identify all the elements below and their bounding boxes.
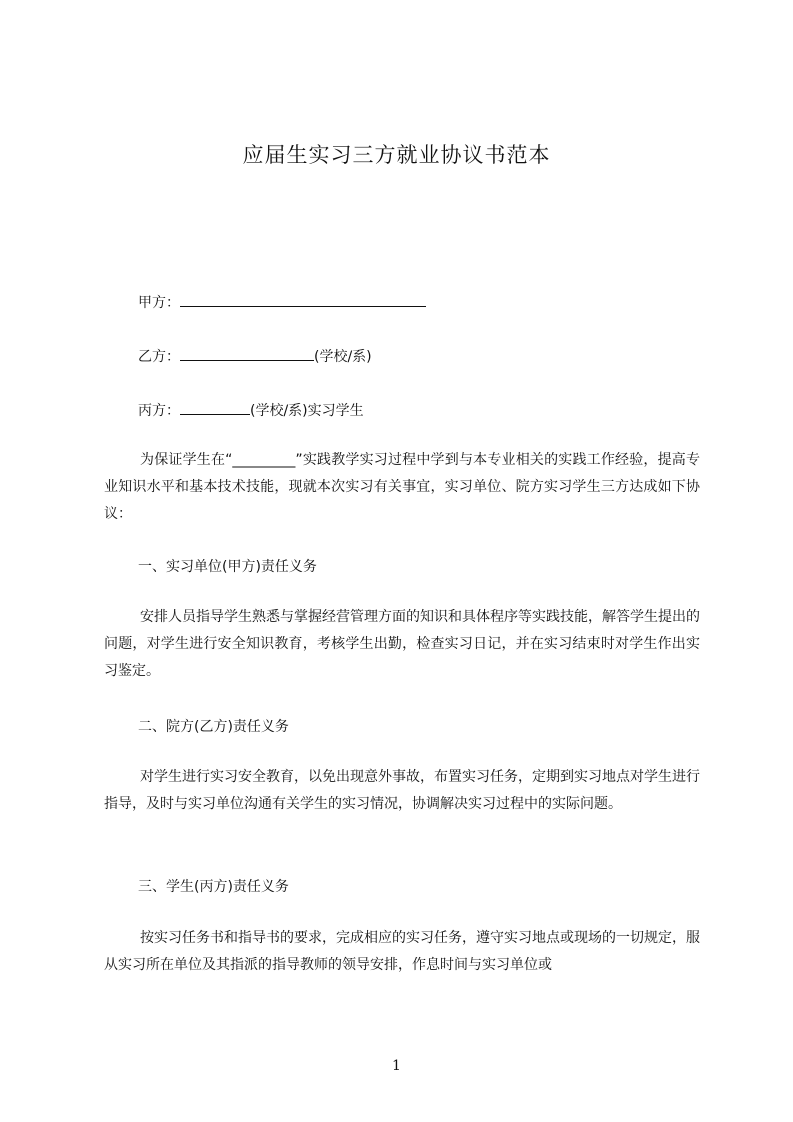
party-a-line <box>138 290 426 313</box>
intro-paragraph: 为保证学生在“_________”实践教学实习过程中学到与本专业相关的实践工作经验，提高专业知识水平和基本技术技能，现就本次实习有关事宜，实习单位、院方实习学生三方达成如下协议： <box>104 452 700 522</box>
section-2-heading: 二、院方(乙方)责任义务 <box>138 719 289 735</box>
document-title: 应届生实习三方就业协议书范本 <box>242 143 551 167</box>
section-1-heading: 一、实习单位(甲方)责任义务 <box>138 559 317 575</box>
party-b-suffix: (学校/系) <box>314 349 372 365</box>
section-3-body: 按实习任务书和指导书的要求，完成相应的实习任务，遵守实习地点或现场的一切规定，服从实习所在单位及其指派的指导教师的领导安排，作息时间与实习单位或 <box>104 930 700 973</box>
party-b-label: 乙方： <box>138 349 180 365</box>
party-a-blank[interactable] <box>180 290 426 307</box>
section-2-body: 对学生进行实习安全教育，以免出现意外事故，布置实习任务，定期到实习地点对学生进行指导，及时与实习单位沟通有关学生的实习情况，协调解决实习过程中的实际问题。 <box>104 769 700 812</box>
page-number: 1 <box>392 1058 401 1074</box>
party-c-line <box>138 398 364 421</box>
party-c-label: 丙方： <box>138 403 180 419</box>
party-b-blank[interactable] <box>180 344 314 361</box>
party-c-suffix: (学校/系)实习学生 <box>250 403 364 419</box>
party-c-blank[interactable] <box>180 398 250 415</box>
section-3-heading: 三、学生(丙方)责任义务 <box>138 879 289 895</box>
party-b-line <box>138 344 372 367</box>
section-1-body: 安排人员指导学生熟悉与掌握经营管理方面的知识和具体程序等实践技能，解答学生提出的问题，对学生进行安全知识教育，考核学生出勤，检查实习日记，并在实习结束时对学生作出实习鉴定。 <box>104 609 700 679</box>
party-a-label: 甲方： <box>138 295 180 311</box>
